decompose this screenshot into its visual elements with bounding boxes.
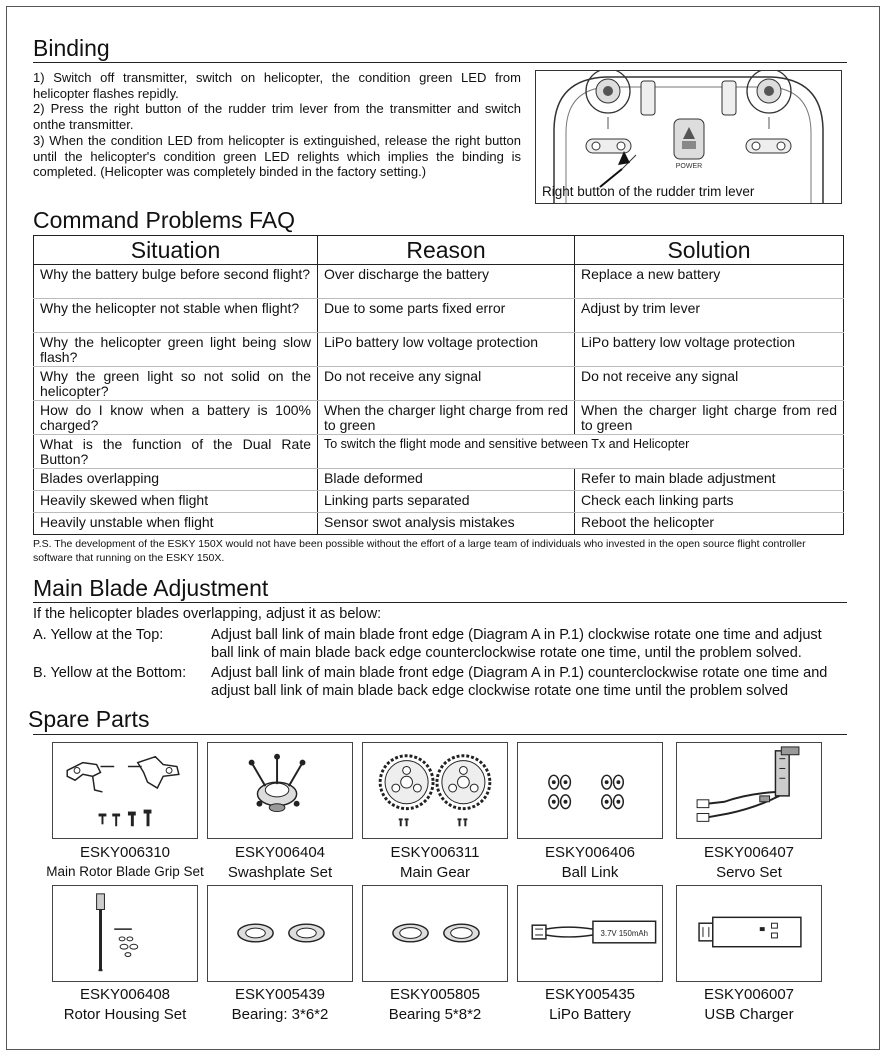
part-code: ESKY005805 <box>389 986 481 1003</box>
faq-title: Command Problems FAQ <box>33 207 296 233</box>
main-gear-icon <box>363 743 507 838</box>
part-code: ESKY006408 <box>79 986 171 1003</box>
part-image-servo <box>676 742 822 839</box>
part-name: Bearing 5*8*2 <box>388 1006 482 1023</box>
faq-row <box>34 367 844 401</box>
blade-grip-icon <box>53 743 197 838</box>
ps-note: P.S. The development of the ESKY 150X would not have been possible without the effort of a large team of individuals who invested in the open source flight controller software that running on the ESKY 150X. <box>33 538 806 564</box>
faq-situation: Heavily unstable when flight <box>34 513 318 535</box>
faq-row <box>34 513 844 535</box>
faq-solution: When the charger light charge from red to green <box>575 401 844 435</box>
faq-row <box>34 299 844 333</box>
binding-step-1: 1) Switch off transmitter, switch on helicopter, the condition green LED from helicopter flashes repidly. <box>33 70 521 101</box>
power-label: POWER <box>675 163 703 170</box>
lipo-battery-icon <box>518 886 662 981</box>
binding-rule <box>33 62 847 63</box>
part-code: ESKY006007 <box>703 986 795 1003</box>
part-name: Ball Link <box>561 864 619 881</box>
binding-step-2: 2) Press the right button of the rudder trim lever from the transmitter and switch onthe transmitter. <box>33 101 521 133</box>
faq-solution: Refer to main blade adjustment <box>575 469 844 491</box>
main-blade-item-b <box>33 664 843 702</box>
faq-header-reason: Reason <box>318 236 575 265</box>
faq-reason: Blade deformed <box>318 469 575 491</box>
binding-title: Binding <box>33 35 110 61</box>
part-code: ESKY006406 <box>544 844 636 861</box>
faq-situation: Blades overlapping <box>34 469 318 491</box>
faq-situation: Why the helicopter green light being slow flash? <box>34 333 318 367</box>
faq-header-row <box>34 236 844 265</box>
servo-icon <box>677 743 821 838</box>
battery-label: 3.7V 150mAh <box>600 928 648 938</box>
faq-reason: Sensor swot analysis mistakes <box>318 513 575 535</box>
part-image-rotor-housing <box>52 885 198 982</box>
faq-reason: When the charger light charge from red to green <box>318 401 575 435</box>
part-code: ESKY006404 <box>234 844 326 861</box>
part-code: ESKY006407 <box>703 844 795 861</box>
rotor-housing-icon <box>53 886 197 981</box>
swashplate-icon <box>208 743 352 838</box>
spare-parts-rule <box>33 734 847 735</box>
part-image-usb-charger <box>676 885 822 982</box>
faq-situation: Heavily skewed when flight <box>34 491 318 513</box>
usb-charger-icon <box>677 886 821 981</box>
ball-link-icon <box>518 743 662 838</box>
faq-situation: How do I know when a battery is 100% charged? <box>34 401 318 435</box>
faq-solution: Check each linking parts <box>575 491 844 513</box>
bearing-icon <box>208 886 352 981</box>
faq-reason: Due to some parts fixed error <box>318 299 575 333</box>
faq-table <box>33 235 844 535</box>
spare-parts-title: Spare Parts <box>28 706 150 732</box>
faq-situation: What is the function of the Dual Rate Button? <box>34 435 318 469</box>
part-code: ESKY006311 <box>390 844 480 861</box>
part-code: ESKY005439 <box>234 986 326 1003</box>
main-blade-rule <box>33 602 847 603</box>
part-name: USB Charger <box>704 1006 794 1023</box>
part-name: Servo Set <box>716 864 782 881</box>
part-image-swashplate <box>207 742 353 839</box>
part-image-blade-grip <box>52 742 198 839</box>
faq-row <box>34 491 844 513</box>
part-name: Main Rotor Blade Grip Set <box>46 864 204 879</box>
part-name: Main Gear <box>399 864 471 881</box>
faq-solution: Reboot the helicopter <box>575 513 844 535</box>
faq-row <box>34 469 844 491</box>
part-name: Rotor Housing Set <box>63 1006 187 1023</box>
faq-row <box>34 435 844 469</box>
main-blade-item-label: B. Yellow at the Bottom: <box>33 665 187 681</box>
binding-steps <box>33 70 521 180</box>
part-image-bearing-3-6-2 <box>207 885 353 982</box>
main-blade-item-label: A. Yellow at the Top: <box>33 627 164 643</box>
main-blade-intro: If the helicopter blades overlapping, adjust it as below: <box>33 606 382 622</box>
faq-solution: Do not receive any signal <box>575 367 844 401</box>
faq-header-solution: Solution <box>575 236 844 265</box>
faq-reason: Over discharge the battery <box>318 265 575 299</box>
main-blade-item-text: Adjust ball link of main blade front edge (Diagram A in P.1) counterclockwise rotate one time and adjust ball link of main blade back edge clockwise rotate one time until the problem solved <box>211 665 828 699</box>
faq-reason: Do not receive any signal <box>318 367 575 401</box>
faq-header-situation: Situation <box>34 236 318 265</box>
binding-step-3: 3) When the condition LED from helicopter is extinguished, release the right button until the helicopter's condition green LED relights which implies the binding is completed. (Helicopter was completely binded in the factory setting.) <box>33 132 521 180</box>
faq-row <box>34 265 844 299</box>
faq-situation: Why the helicopter not stable when flight? <box>34 299 318 333</box>
faq-merged-answer: To switch the flight mode and sensitive between Tx and Helicopter <box>318 435 844 469</box>
main-blade-title: Main Blade Adjustment <box>33 575 269 601</box>
part-image-main-gear <box>362 742 508 839</box>
faq-solution: Replace a new battery <box>575 265 844 299</box>
faq-situation: Why the green light so not solid on the helicopter? <box>34 367 318 401</box>
part-image-lipo-battery <box>517 885 663 982</box>
faq-solution: Adjust by trim lever <box>575 299 844 333</box>
part-name: LiPo Battery <box>549 1006 631 1023</box>
transmitter-caption: Right button of the rudder trim lever <box>542 184 755 199</box>
part-image-ball-link <box>517 742 663 839</box>
faq-reason: LiPo battery low voltage protection <box>318 333 575 367</box>
part-code: ESKY005435 <box>544 986 636 1003</box>
bearing-icon <box>363 886 507 981</box>
faq-row <box>34 401 844 435</box>
faq-situation: Why the battery bulge before second flight? <box>34 265 318 299</box>
main-blade-item-text: Adjust ball link of main blade front edge (Diagram A in P.1) clockwise rotate one time and adjust ball link of main blade back edge counterclockwise rotate one time, until the problem solved. <box>211 627 822 661</box>
part-image-bearing-5-8-2 <box>362 885 508 982</box>
faq-reason: Linking parts separated <box>318 491 575 513</box>
main-blade-item-a <box>33 626 843 664</box>
faq-solution: LiPo battery low voltage protection <box>575 333 844 367</box>
faq-row <box>34 333 844 367</box>
part-code: ESKY006310 <box>79 844 171 861</box>
part-name: Swashplate Set <box>227 864 333 881</box>
part-name: Bearing: 3*6*2 <box>231 1006 329 1023</box>
